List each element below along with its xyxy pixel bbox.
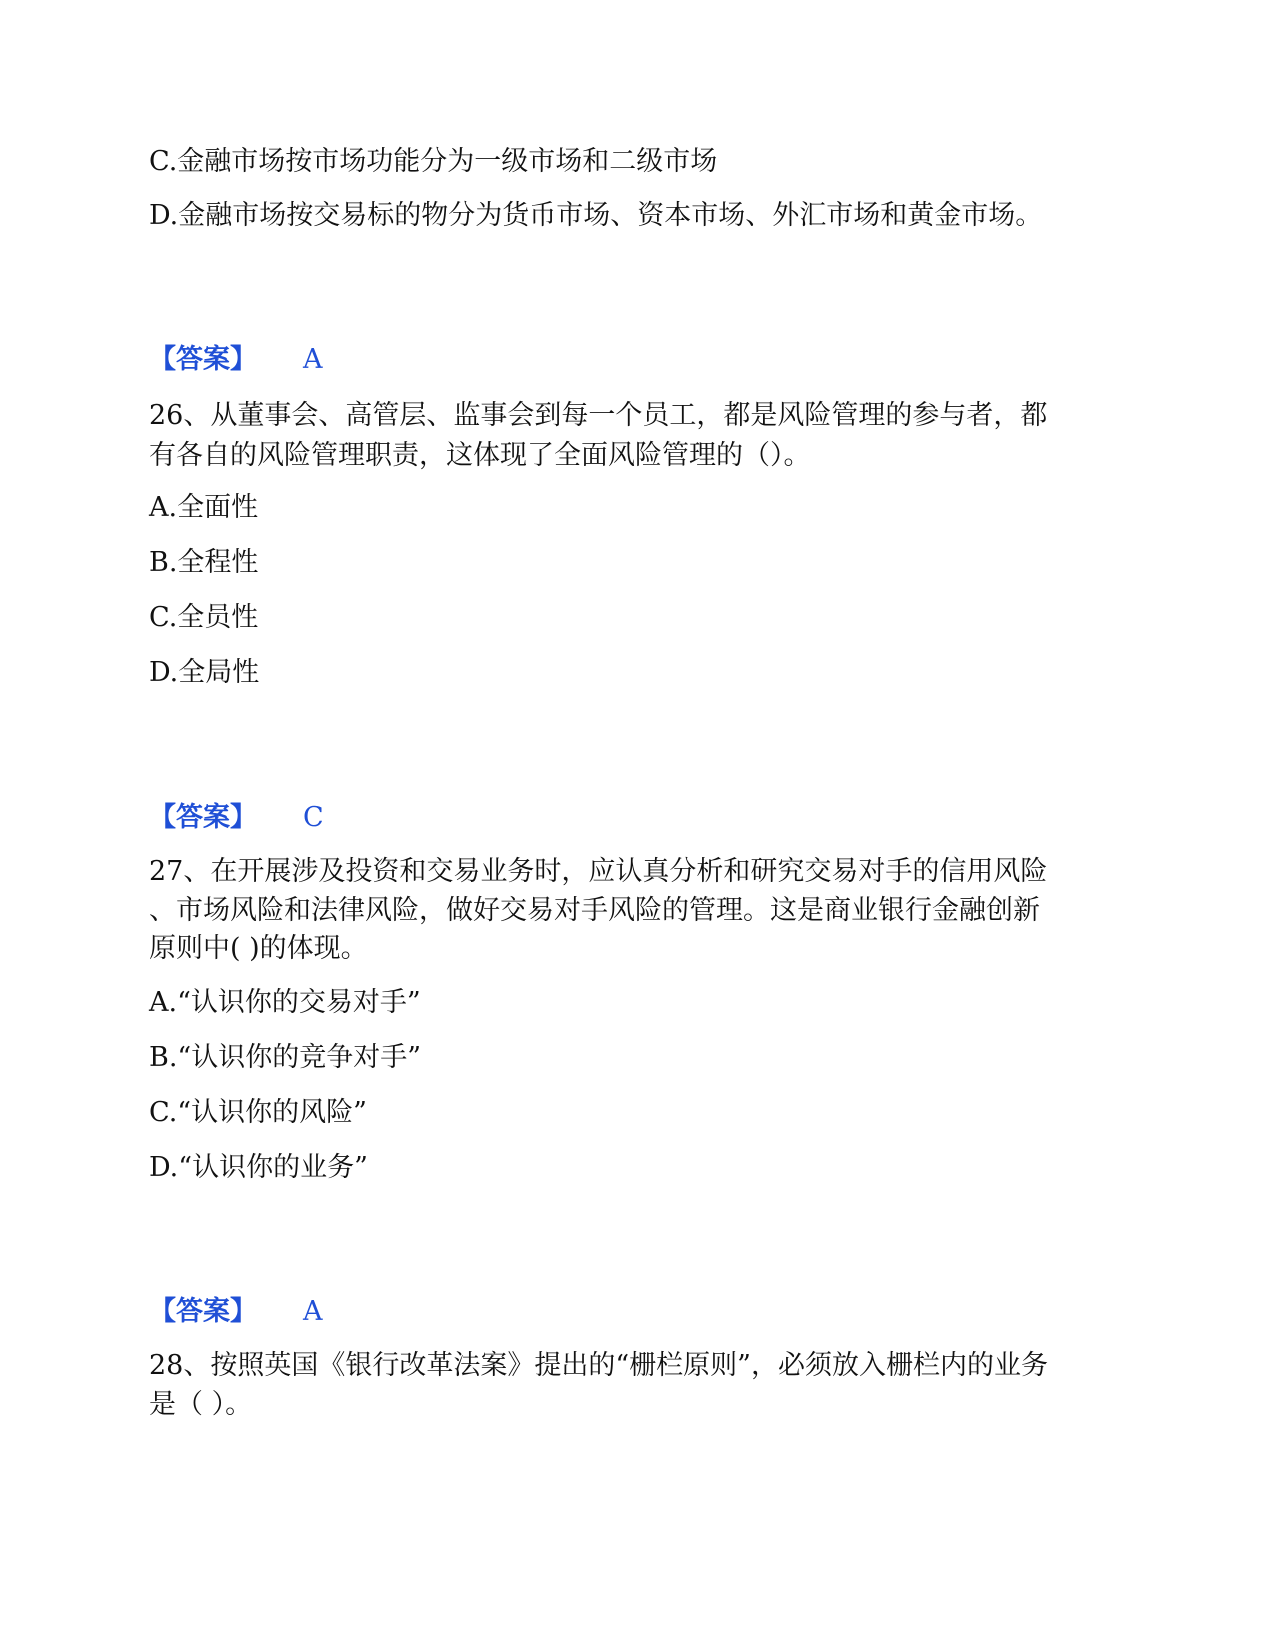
- answer-27: [149, 1292, 323, 1332]
- q27-option-a: A.“认识你的交易对手”: [149, 987, 421, 1018]
- q27-stem-line-2: 、市场风险和法律风险，做好交易对手风险的管理。这是商业银行金融创新: [149, 895, 1040, 926]
- q27-stem-line-1: 27、在开展涉及投资和交易业务时，应认真分析和研究交易对手的信用风险: [149, 856, 1048, 887]
- answer-value: A: [303, 344, 323, 375]
- answer-26: [149, 798, 324, 838]
- q26-stem-line-2: 有各自的风险管理职责，这体现了全面风险管理的（）。: [149, 440, 811, 471]
- q27-option-d: D.“认识你的业务”: [149, 1152, 368, 1183]
- q27-stem-line-3: 原则中( )的体现。: [149, 933, 368, 964]
- answer-25: [149, 340, 323, 380]
- answer-tag: 【答案】: [149, 344, 257, 375]
- answer-tag: 【答案】: [149, 802, 257, 833]
- q28-stem-line-1: 28、按照英国《银行改革法案》提出的“栅栏原则”，必须放入栅栏内的业务: [149, 1350, 1048, 1381]
- q27-option-b: B.“认识你的竞争对手”: [149, 1042, 422, 1073]
- q26-option-a: A.全面性: [149, 492, 259, 523]
- q26-option-c: C.全员性: [149, 602, 259, 633]
- answer-value: A: [303, 1296, 323, 1327]
- q25-option-c: C.金融市场按市场功能分为一级市场和二级市场: [149, 146, 718, 177]
- answer-value: C: [303, 802, 324, 833]
- q26-option-d: D.全局性: [149, 657, 260, 688]
- answer-tag: 【答案】: [149, 1296, 257, 1327]
- q28-stem-line-2: 是（ ）。: [149, 1389, 253, 1420]
- q27-option-c: C.“认识你的风险”: [149, 1097, 367, 1128]
- q25-option-d: D.金融市场按交易标的物分为货币市场、资本市场、外汇市场和黄金市场。: [149, 200, 1043, 231]
- q26-option-b: B.全程性: [149, 547, 259, 578]
- q26-stem-line-1: 26、从董事会、高管层、监事会到每一个员工，都是风险管理的参与者，都: [149, 400, 1048, 431]
